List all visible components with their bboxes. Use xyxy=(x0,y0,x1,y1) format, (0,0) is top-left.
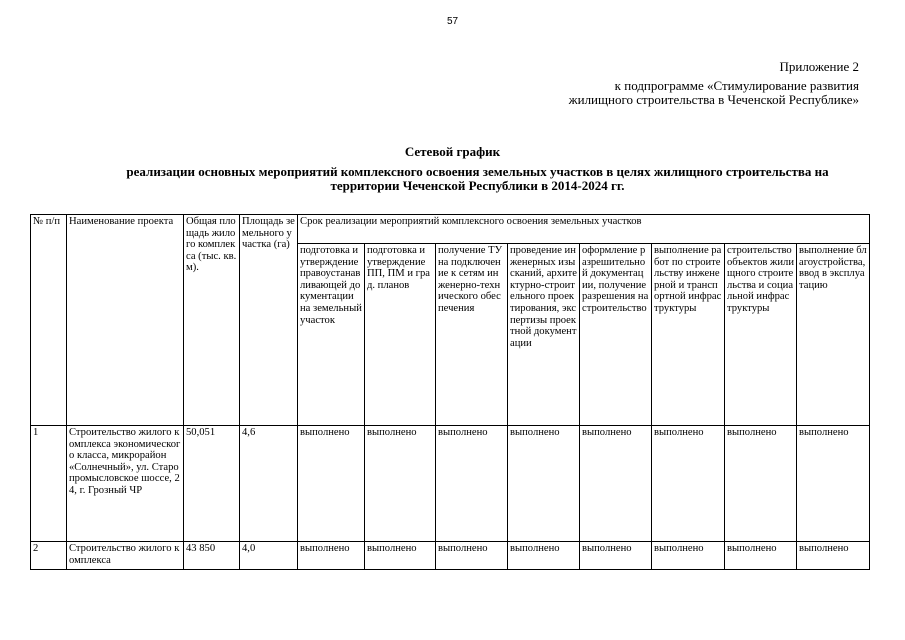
row-stage-status: выполнено xyxy=(365,426,436,542)
row-stage-status: выполнено xyxy=(508,426,580,542)
row-number: 2 xyxy=(31,542,67,570)
row-stage-status: выполнено xyxy=(298,426,365,542)
row-stage-status: выполнено xyxy=(797,426,870,542)
row-stage-status: выполнено xyxy=(725,542,797,570)
header-stage: получение ТУ на подключение к сетям инженерно-технического обеспечения xyxy=(436,244,508,426)
schedule-table xyxy=(30,214,870,570)
row-stage-status: выполнено xyxy=(436,542,508,570)
row-stage-status: выполнено xyxy=(725,426,797,542)
row-stage-status: выполнено xyxy=(652,542,725,570)
appendix-subprogram-line: к подпрограмме «Стимулирование развития xyxy=(614,78,859,93)
row-stage-status: выполнено xyxy=(365,542,436,570)
row-stage-status: выполнено xyxy=(580,426,652,542)
page-number: 57 xyxy=(446,16,459,27)
row-stage-status: выполнено xyxy=(508,542,580,570)
header-number: № п/п xyxy=(31,215,67,426)
header-project-name: Наименование проекта xyxy=(67,215,184,426)
header-stage: строительство объектов жилищного строительства и социальной инфраструктуры xyxy=(725,244,797,426)
header-stage: подготовка и утверждение правоустанавливающей документации на земельный участок xyxy=(298,244,365,426)
row-project-name: Строительство жилого комплекса xyxy=(67,542,184,570)
header-stage: выполнение работ по строительству инженерной и транспортной инфраструктуры xyxy=(652,244,725,426)
table-row xyxy=(31,426,870,542)
header-total-area: Общая площадь жилого комплекса (тыс. кв. м). xyxy=(184,215,240,426)
header-land-area: Площадь земельного участка (га) xyxy=(240,215,298,426)
row-stage-status: выполнено xyxy=(652,426,725,542)
header-implementation-period: Срок реализации мероприятий комплексного освоения земельных участков xyxy=(298,215,870,244)
table-row xyxy=(31,542,870,570)
header-stage: оформление разрешительной документации, получение разрешения на строительство xyxy=(580,244,652,426)
row-land-area: 4,0 xyxy=(240,542,298,570)
row-stage-status: выполнено xyxy=(436,426,508,542)
row-stage-status: выполнено xyxy=(797,542,870,570)
appendix-subprogram-line: жилищного строительства в Чеченской Республике» xyxy=(568,92,859,107)
row-number: 1 xyxy=(31,426,67,542)
row-stage-status: выполнено xyxy=(580,542,652,570)
table-header-row xyxy=(31,215,870,244)
row-project-name: Строительство жилого комплекса экономического класса, микрорайон «Солнечный», ул. Старопромысловское шоссе, 24, г. Грозный ЧР xyxy=(67,426,184,542)
header-stage: проведение инженерных изысканий, архитектурно-строительного проектирования, экспертизы проектной документации xyxy=(508,244,580,426)
header-stage: выполнение благоустройства, ввод в эксплуатацию xyxy=(797,244,870,426)
document-subtitle: реализации основных мероприятий комплексного освоения земельных участков в целях жилищного строительства на территории Чеченской Республики в 2014-2024 гг. xyxy=(126,164,829,193)
row-land-area: 4,6 xyxy=(240,426,298,542)
header-stage: подготовка и утверждение ПП, ПМ и град. планов xyxy=(365,244,436,426)
document-title: Сетевой график xyxy=(404,144,501,159)
row-total-area: 43 850 xyxy=(184,542,240,570)
appendix-title: Приложение 2 xyxy=(779,59,859,74)
row-stage-status: выполнено xyxy=(298,542,365,570)
row-total-area: 50,051 xyxy=(184,426,240,542)
